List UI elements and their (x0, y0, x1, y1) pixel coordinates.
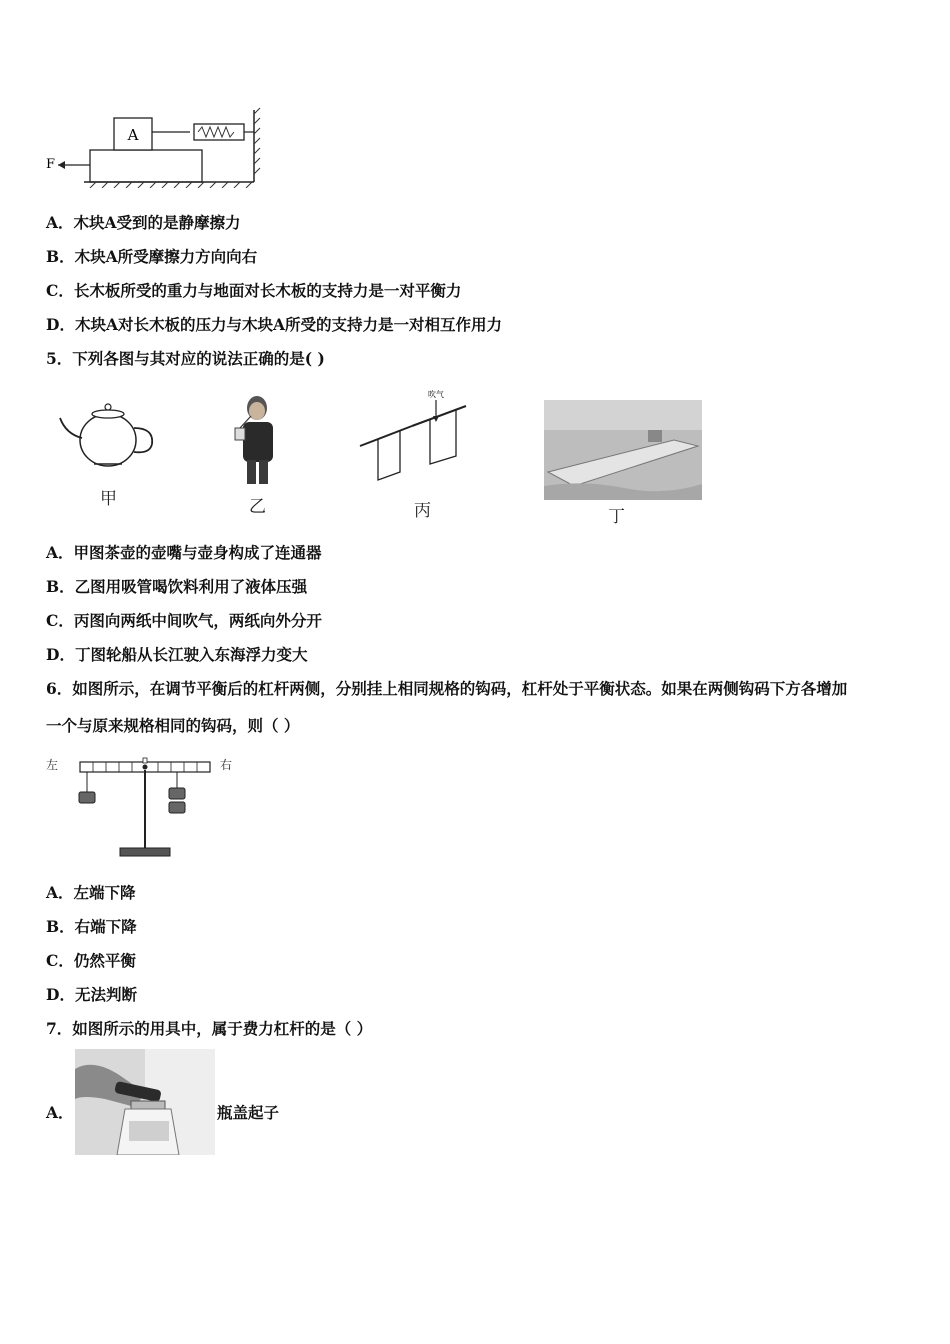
two-papers-figure (356, 386, 472, 486)
q4-option-d: D．木块A对长木板的压力与木块A所受的支持力是一对相互作用力 (46, 315, 502, 334)
q4-option-a: A．木块A受到的是静摩擦力 (46, 213, 241, 232)
bottle-opener-photo (75, 1049, 215, 1155)
block-a-label: A (127, 126, 139, 144)
caption-bing: 丙 (414, 501, 431, 521)
q6-stem-line1: 6．如图所示，在调节平衡后的杠杆两侧，分别挂上相同规格的钩码，杠杆处于平衡状态。如果在两侧钩码下方各增加 (46, 679, 848, 698)
q7-stem: 7．如图所示的用具中，属于费力杠杆的是（ ） (46, 1019, 373, 1038)
q4-option-b: B．木块A所受摩擦力方向向右 (46, 247, 258, 266)
q6-option-b: B．右端下降 (46, 917, 137, 936)
q5-option-b: B．乙图用吸管喝饮料利用了液体压强 (46, 577, 308, 596)
ship-photo-figure (544, 400, 702, 500)
q4-friction-figure (44, 104, 264, 188)
q6-option-d: D．无法判断 (46, 985, 137, 1004)
lever-figure (66, 756, 216, 862)
caption-yi: 乙 (249, 497, 266, 517)
force-f-label: F (46, 157, 56, 172)
caption-jia: 甲 (100, 489, 117, 509)
q6-option-c: C．仍然平衡 (46, 951, 136, 970)
q5-option-a: A．甲图茶壶的壶嘴与壶身构成了连通器 (46, 543, 322, 562)
q7-option-a-text: 瓶盖起子 (217, 1103, 280, 1122)
boy-drinking-figure (225, 394, 285, 486)
q6-option-a: A．左端下降 (46, 883, 136, 902)
q5-option-c: C．丙图向两纸中间吹气，两纸向外分开 (46, 611, 322, 630)
q7-option-a-letter: A． (46, 1103, 74, 1122)
q6-stem-line2: 一个与原来规格相同的钩码，则（ ） (46, 716, 300, 735)
caption-ding: 丁 (608, 507, 625, 527)
lever-right-label: 右 (220, 758, 233, 772)
q5-option-d: D．丁图轮船从长江驶入东海浮力变大 (46, 645, 308, 664)
teapot-figure (58, 398, 158, 470)
q4-option-c: C．长木板所受的重力与地面对长木板的支持力是一对平衡力 (46, 281, 462, 300)
lever-left-label: 左 (46, 758, 59, 772)
blow-label: 吹气 (428, 390, 444, 399)
q5-stem: 5．下列各图与其对应的说法正确的是( ) (46, 349, 325, 368)
